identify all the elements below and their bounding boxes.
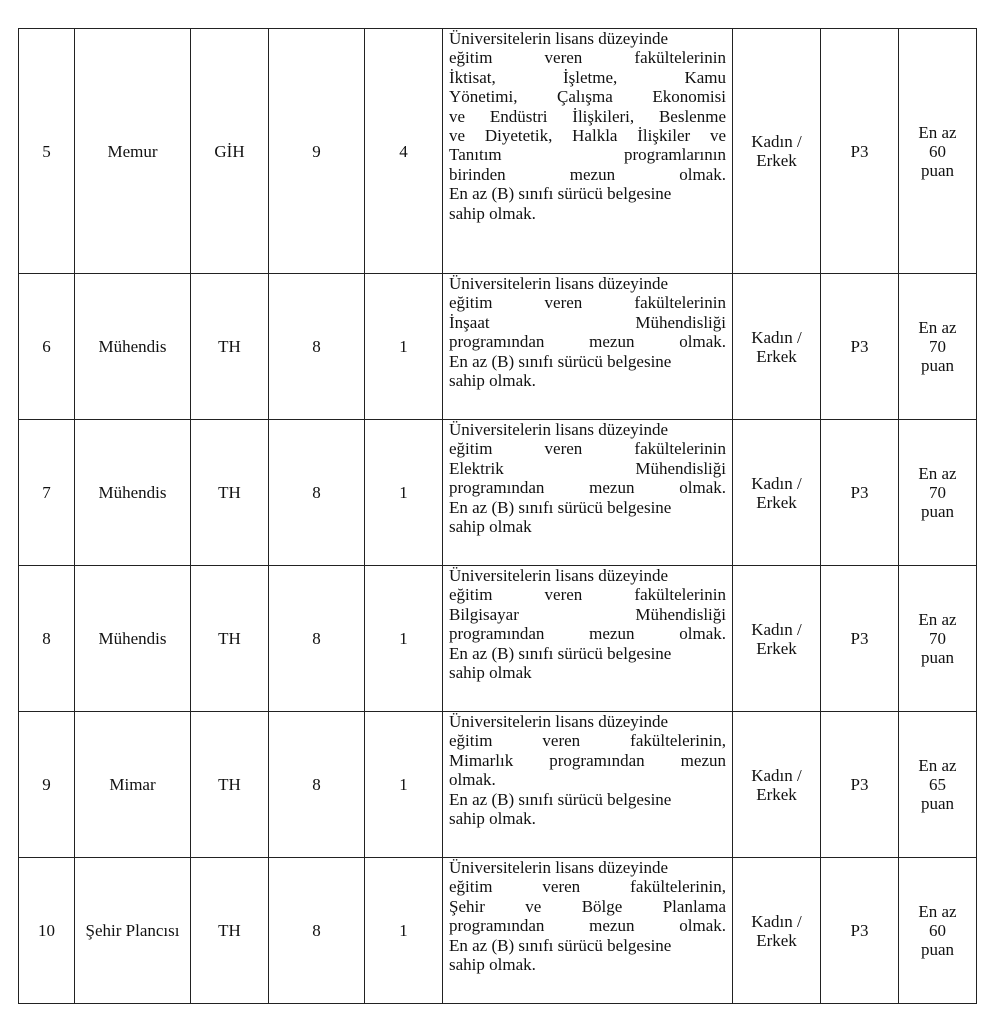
position-count: 1 bbox=[365, 712, 443, 858]
position-degree: 8 bbox=[269, 712, 365, 858]
requirement-line: Üniversitelerin lisans düzeyinde bbox=[449, 712, 669, 731]
row-number: 10 bbox=[19, 858, 75, 1004]
score-line: 70 bbox=[929, 629, 946, 648]
requirements-cell bbox=[443, 420, 733, 566]
requirement-line: ve Diyetetik, Halkla İlişkiler ve bbox=[449, 126, 726, 146]
position-class: GİH bbox=[191, 29, 269, 274]
position-title: Mühendis bbox=[75, 566, 191, 712]
requirements-cell bbox=[443, 566, 733, 712]
table-row bbox=[19, 274, 977, 420]
score-line: 70 bbox=[929, 337, 946, 356]
requirement-line: sahip olmak bbox=[449, 517, 532, 537]
requirements-cell bbox=[443, 858, 733, 1004]
requirement-line: programından mezun olmak. bbox=[449, 332, 726, 352]
requirement-line: eğitim veren fakültelerinin bbox=[449, 48, 726, 68]
gender-cell bbox=[733, 274, 821, 420]
requirement-line: Yönetimi, Çalışma Ekonomisi bbox=[449, 87, 726, 107]
score-line: 60 bbox=[929, 141, 946, 161]
requirement-line: programından mezun olmak. bbox=[449, 478, 726, 498]
gender-line: Erkek bbox=[756, 492, 797, 512]
gender-cell bbox=[733, 712, 821, 858]
gender-line: Erkek bbox=[756, 346, 797, 366]
requirement-line: En az (B) sınıfı sürücü belgesine bbox=[449, 351, 672, 371]
position-class: TH bbox=[191, 566, 269, 712]
requirement-line: sahip olmak bbox=[449, 663, 532, 683]
score-line: puan bbox=[920, 160, 955, 180]
score-line: En az bbox=[918, 122, 957, 142]
requirement-line: olmak. bbox=[449, 770, 496, 790]
position-title: Mimar bbox=[75, 712, 191, 858]
gender-line: Erkek bbox=[756, 784, 797, 804]
requirement-line: Üniversitelerin lisans düzeyinde bbox=[449, 566, 669, 585]
position-table bbox=[18, 28, 977, 1004]
score-line: En az bbox=[918, 756, 957, 775]
row-number: 9 bbox=[19, 712, 75, 858]
requirement-line: Üniversitelerin lisans düzeyinde bbox=[449, 420, 669, 439]
table-row bbox=[19, 858, 977, 1004]
score-cell bbox=[899, 274, 977, 420]
score-cell bbox=[899, 566, 977, 712]
requirement-line: En az (B) sınıfı sürücü belgesine bbox=[449, 497, 672, 517]
requirement-line: Mimarlık programından mezun bbox=[449, 750, 726, 770]
score-cell bbox=[899, 420, 977, 566]
table-row bbox=[19, 566, 977, 712]
gender-cell bbox=[733, 29, 821, 274]
score-line: puan bbox=[920, 940, 955, 959]
position-title: Mühendis bbox=[75, 420, 191, 566]
position-degree: 8 bbox=[269, 274, 365, 420]
requirements-cell bbox=[443, 274, 733, 420]
requirement-line: eğitim veren fakültelerinin, bbox=[449, 731, 726, 751]
row-number: 7 bbox=[19, 420, 75, 566]
score-cell bbox=[899, 858, 977, 1004]
position-degree: 8 bbox=[269, 858, 365, 1004]
gender-cell bbox=[733, 420, 821, 566]
kpss-type: P3 bbox=[821, 712, 899, 858]
kpss-type: P3 bbox=[821, 29, 899, 274]
requirement-line: sahip olmak. bbox=[449, 371, 536, 391]
score-cell bbox=[899, 29, 977, 274]
position-count: 4 bbox=[365, 29, 443, 274]
requirement-line: ve Endüstri İlişkileri, Beslenme bbox=[449, 106, 726, 126]
gender-line: Kadın / bbox=[751, 765, 802, 785]
position-class: TH bbox=[191, 420, 269, 566]
requirement-line: En az (B) sınıfı sürücü belgesine bbox=[449, 935, 672, 955]
score-cell bbox=[899, 712, 977, 858]
requirement-line: eğitim veren fakültelerinin bbox=[449, 293, 726, 313]
requirement-line: İktisat, İşletme, Kamu bbox=[449, 67, 726, 87]
requirement-line: Elektrik Mühendisliği bbox=[449, 458, 726, 478]
position-title: Şehir Plancısı bbox=[75, 858, 191, 1004]
requirement-line: sahip olmak. bbox=[449, 809, 536, 829]
position-class: TH bbox=[191, 274, 269, 420]
position-title: Mühendis bbox=[75, 274, 191, 420]
requirement-line: En az (B) sınıfı sürücü belgesine bbox=[449, 184, 672, 204]
position-count: 1 bbox=[365, 420, 443, 566]
requirements-cell bbox=[443, 29, 733, 274]
row-number: 6 bbox=[19, 274, 75, 420]
score-line: 70 bbox=[929, 483, 946, 502]
score-line: puan bbox=[920, 356, 955, 375]
position-degree: 8 bbox=[269, 420, 365, 566]
row-number: 5 bbox=[19, 29, 75, 274]
kpss-type: P3 bbox=[821, 858, 899, 1004]
requirement-line: Üniversitelerin lisans düzeyinde bbox=[449, 858, 669, 877]
kpss-type: P3 bbox=[821, 274, 899, 420]
row-number: 8 bbox=[19, 566, 75, 712]
requirement-line: eğitim veren fakültelerinin, bbox=[449, 877, 726, 897]
requirement-line: eğitim veren fakültelerinin bbox=[449, 439, 726, 459]
gender-cell bbox=[733, 858, 821, 1004]
position-class: TH bbox=[191, 858, 269, 1004]
requirement-line: Tanıtım programlarının bbox=[449, 145, 726, 165]
requirement-line: En az (B) sınıfı sürücü belgesine bbox=[449, 643, 672, 663]
score-line: En az bbox=[918, 464, 957, 483]
position-count: 1 bbox=[365, 858, 443, 1004]
table-row bbox=[19, 712, 977, 858]
gender-line: Erkek bbox=[756, 151, 797, 170]
requirement-line: Bilgisayar Mühendisliği bbox=[449, 604, 726, 624]
score-line: 60 bbox=[929, 921, 946, 940]
position-degree: 9 bbox=[269, 29, 365, 274]
position-count: 1 bbox=[365, 566, 443, 712]
requirement-line: Üniversitelerin lisans düzeyinde bbox=[449, 29, 669, 48]
requirement-line: Şehir ve Bölge Planlama bbox=[449, 896, 726, 916]
requirement-line: programından mezun olmak. bbox=[449, 916, 726, 936]
score-line: puan bbox=[920, 648, 955, 667]
position-title: Memur bbox=[75, 29, 191, 274]
position-class: TH bbox=[191, 712, 269, 858]
score-line: 65 bbox=[929, 775, 946, 794]
requirement-line: En az (B) sınıfı sürücü belgesine bbox=[449, 789, 672, 809]
gender-cell bbox=[733, 566, 821, 712]
requirement-line: sahip olmak. bbox=[449, 203, 536, 223]
requirement-line: eğitim veren fakültelerinin bbox=[449, 585, 726, 605]
gender-line: Erkek bbox=[756, 638, 797, 658]
table-row bbox=[19, 29, 977, 274]
gender-line: Erkek bbox=[756, 930, 797, 950]
score-line: puan bbox=[920, 502, 955, 521]
gender-line: Kadın / bbox=[751, 132, 802, 151]
score-line: En az bbox=[918, 610, 957, 629]
requirement-line: Üniversitelerin lisans düzeyinde bbox=[449, 274, 669, 293]
gender-line: Kadın / bbox=[751, 327, 802, 347]
kpss-type: P3 bbox=[821, 420, 899, 566]
table-row bbox=[19, 420, 977, 566]
requirements-cell bbox=[443, 712, 733, 858]
score-line: En az bbox=[918, 902, 957, 921]
requirement-line: programından mezun olmak. bbox=[449, 624, 726, 644]
position-count: 1 bbox=[365, 274, 443, 420]
requirement-line: İnşaat Mühendisliği bbox=[449, 312, 726, 332]
gender-line: Kadın / bbox=[751, 473, 802, 493]
requirement-line: birinden mezun olmak. bbox=[449, 164, 726, 184]
gender-line: Kadın / bbox=[751, 619, 802, 639]
kpss-type: P3 bbox=[821, 566, 899, 712]
score-line: puan bbox=[920, 794, 955, 813]
requirement-line: sahip olmak. bbox=[449, 955, 536, 975]
score-line: En az bbox=[918, 318, 957, 337]
gender-line: Kadın / bbox=[751, 911, 802, 931]
position-degree: 8 bbox=[269, 566, 365, 712]
